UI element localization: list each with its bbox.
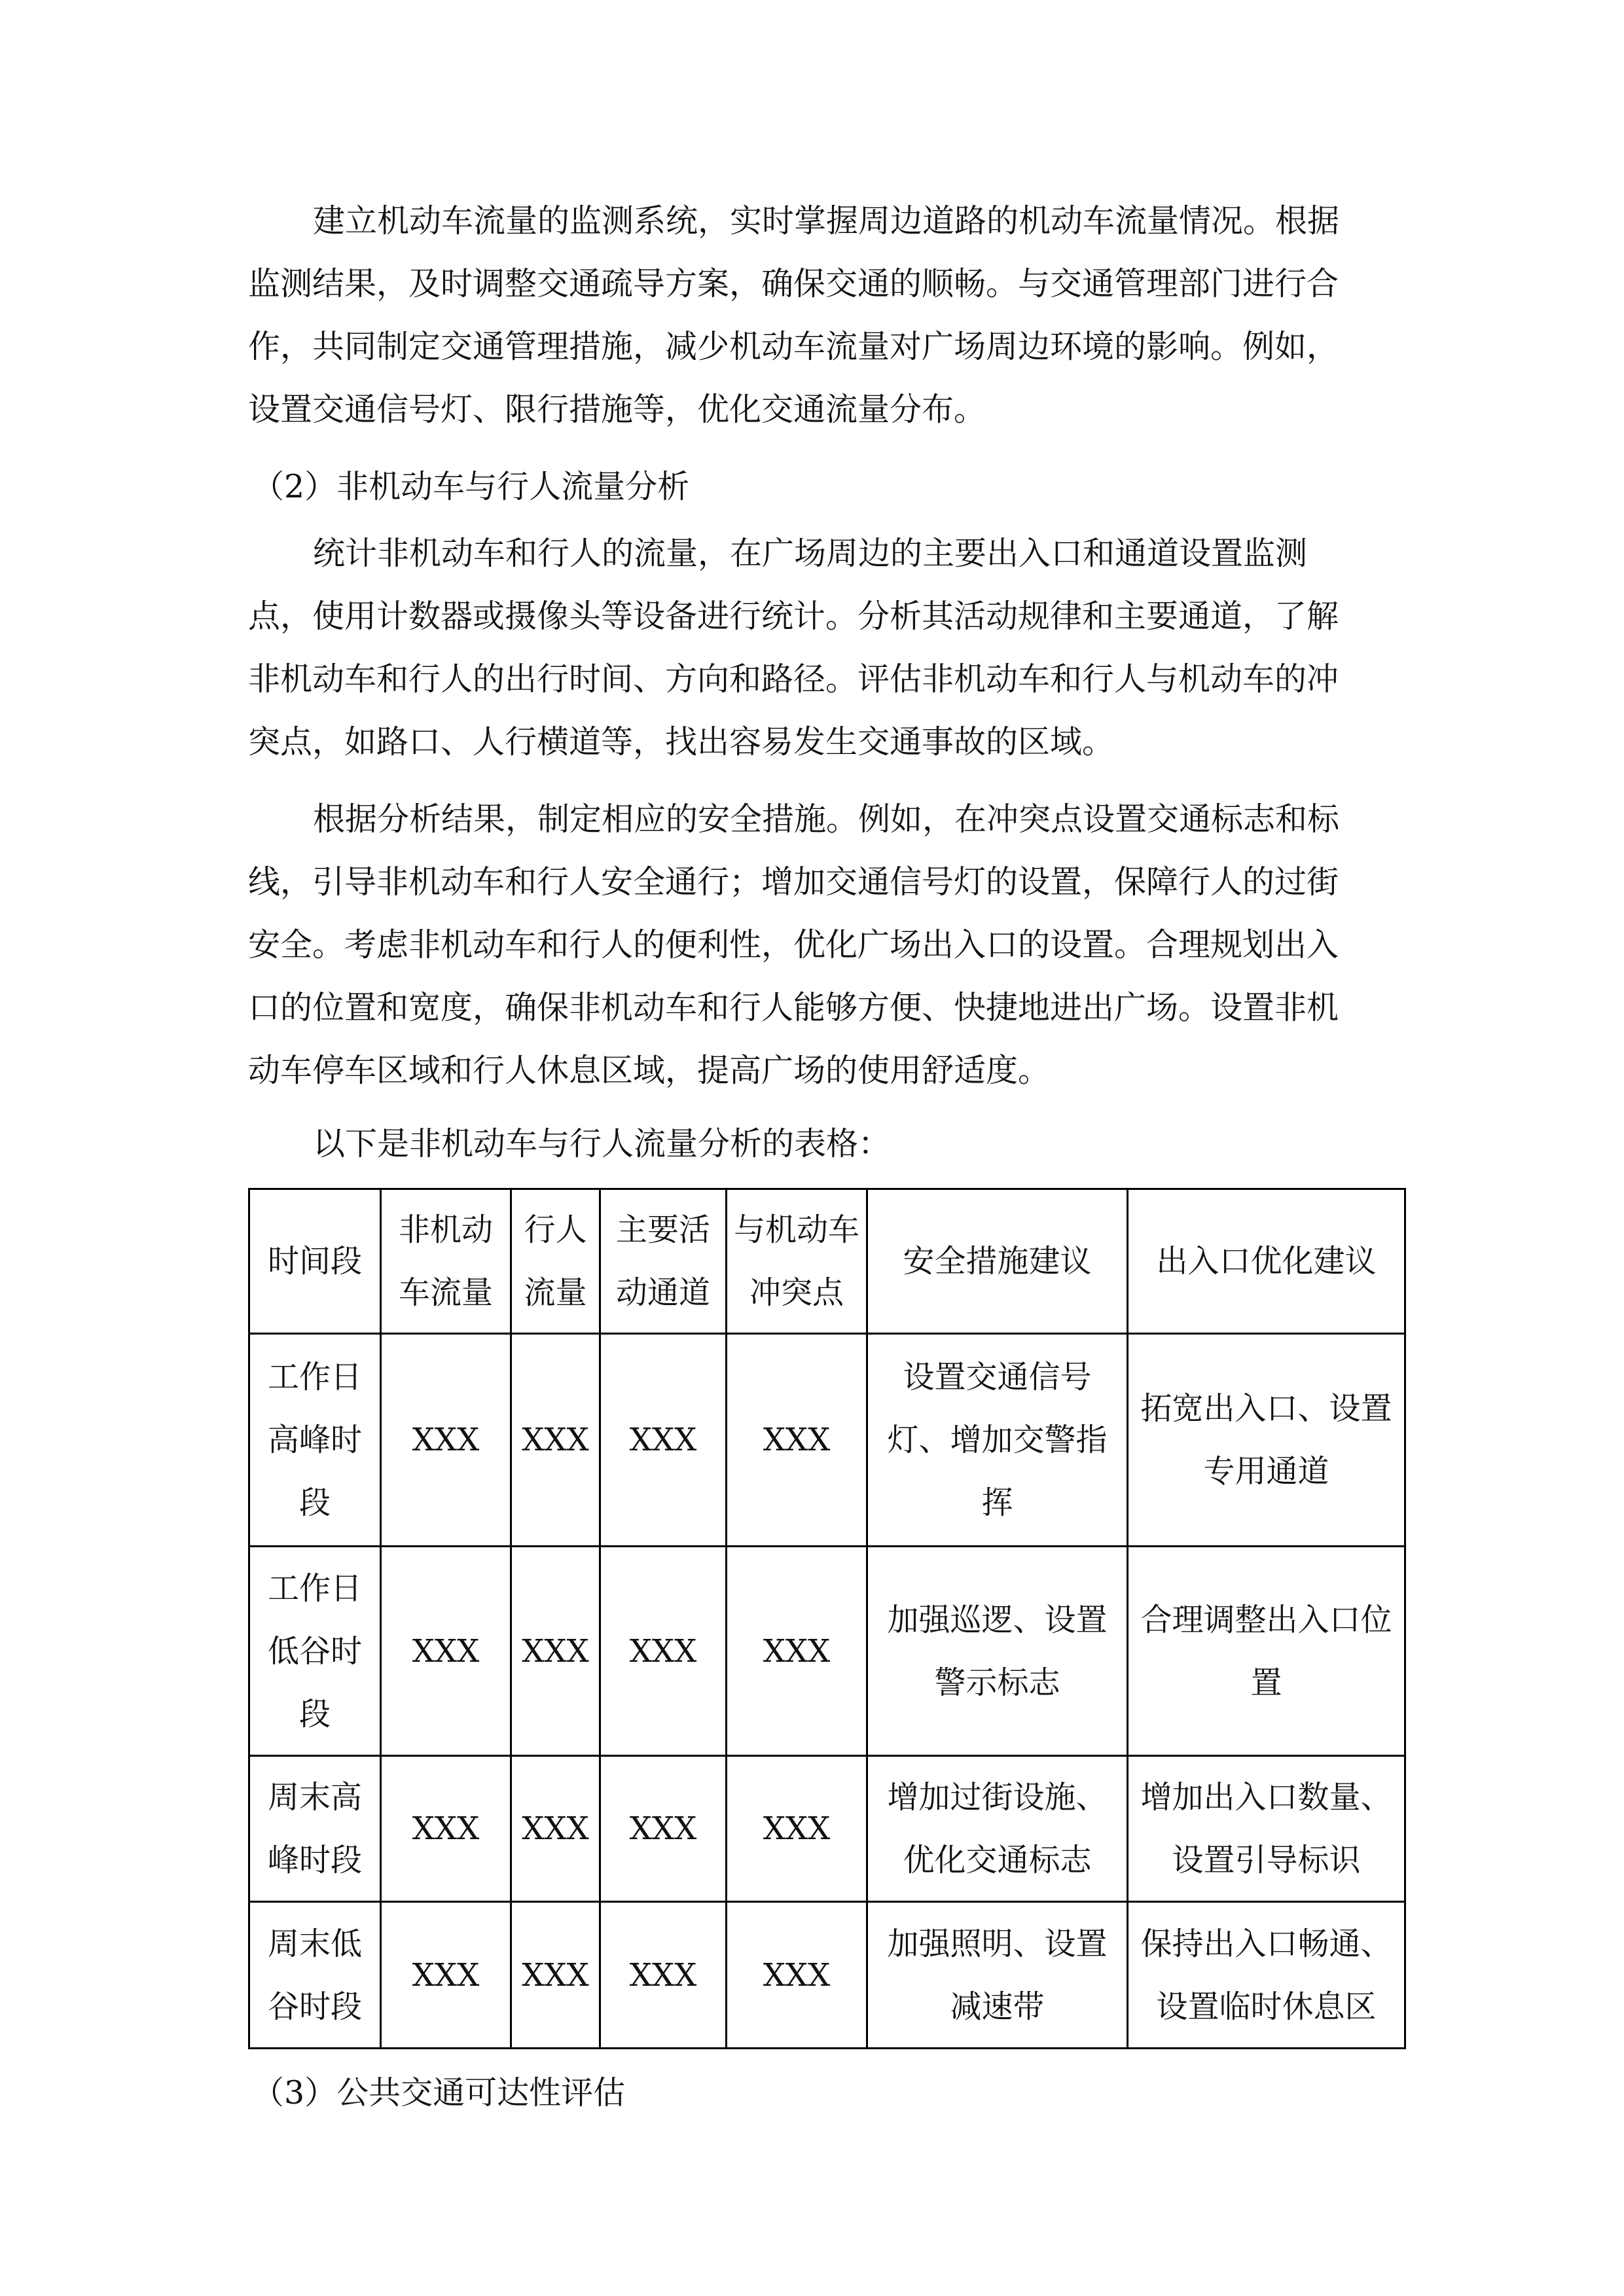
- table-header-row: [249, 1189, 1405, 1334]
- header-cell: 时间段: [249, 1189, 381, 1334]
- table-row: [249, 1334, 1405, 1547]
- table-row: [249, 1547, 1405, 1756]
- table-cell: 设置交通信号 灯、增加交警指 挥: [867, 1334, 1128, 1547]
- table-cell: XXX: [600, 1334, 727, 1547]
- table-cell: 加强照明、设置 减速带: [867, 1902, 1128, 2049]
- table-row: [249, 1902, 1405, 2049]
- text-line: 作，共同制定交通管理措施，减少机动车流量对广场周边环境的影响。例如，: [248, 328, 1339, 365]
- table-cell: XXX: [600, 1547, 727, 1756]
- text-line: 动车停车区域和行人休息区域，提高广场的使用舒适度。: [248, 1052, 1051, 1089]
- table-cell: 拓宽出入口、设置 专用通道: [1128, 1334, 1405, 1547]
- table-cell: XXX: [381, 1902, 511, 2049]
- header-cell: 出入口优化建议: [1128, 1189, 1405, 1334]
- paragraph-traffic-monitoring: [248, 190, 1390, 441]
- header-cell: 行人 流量: [511, 1189, 600, 1334]
- text-line: 口的位置和宽度，确保非机动车和行人能够方便、快捷地进出广场。设置非机: [248, 989, 1339, 1026]
- section-heading-3: （3）公共交通可达性评估: [252, 2074, 626, 2111]
- table-cell: XXX: [600, 1756, 727, 1902]
- header-cell: 非机动 车流量: [381, 1189, 511, 1334]
- table-cell: 工作日 高峰时 段: [249, 1334, 381, 1547]
- text-line: 设置交通信号灯、限行措施等，优化交通流量分布。: [248, 391, 986, 428]
- table-cell: XXX: [600, 1902, 727, 2049]
- text-line: 根据分析结果，制定相应的安全措施。例如，在冲突点设置交通标志和标: [313, 800, 1340, 838]
- text-line: 非机动车和行人的出行时间、方向和路径。评估非机动车和行人与机动车的冲: [248, 660, 1339, 698]
- paragraph-flow-statistics: [248, 522, 1390, 774]
- table-cell: XXX: [727, 1756, 867, 1902]
- table-cell: 周末高 峰时段: [249, 1756, 381, 1902]
- table-cell: XXX: [381, 1547, 511, 1756]
- table-cell: XXX: [511, 1756, 600, 1902]
- table-cell: XXX: [727, 1334, 867, 1547]
- table-intro: 以下是非机动车与行人流量分析的表格：: [313, 1125, 891, 1162]
- header-cell: 与机动车 冲突点: [727, 1189, 867, 1334]
- table-cell: XXX: [381, 1756, 511, 1902]
- table-cell: 增加出入口数量、 设置引导标识: [1128, 1756, 1405, 1902]
- table-cell: 增加过街设施、 优化交通标志: [867, 1756, 1128, 1902]
- table-row: [249, 1756, 1405, 1902]
- text-line: 建立机动车流量的监测系统，实时掌握周边道路的机动车流量情况。根据: [313, 202, 1340, 240]
- header-cell: 安全措施建议: [867, 1189, 1128, 1334]
- text-line: 线，引导非机动车和行人安全通行；增加交通信号灯的设置，保障行人的过街: [248, 863, 1339, 901]
- table-cell: 工作日 低谷时 段: [249, 1547, 381, 1756]
- section-heading-2: （2）非机动车与行人流量分析: [252, 468, 690, 505]
- table-cell: 保持出入口畅通、 设置临时休息区: [1128, 1902, 1405, 2049]
- table-intro-wrap: [248, 1113, 1390, 1175]
- table-cell: XXX: [727, 1547, 867, 1756]
- flow-analysis-table: [248, 1188, 1406, 2049]
- table-cell: XXX: [511, 1902, 600, 2049]
- table-cell: XXX: [727, 1902, 867, 2049]
- text-line: 突点，如路口、人行横道等，找出容易发生交通事故的区域。: [248, 723, 1115, 761]
- text-line: 点，使用计数器或摄像头等设备进行统计。分析其活动规律和主要通道，了解: [248, 598, 1339, 635]
- table-cell: 周末低 谷时段: [249, 1902, 381, 2049]
- table-cell: XXX: [511, 1547, 600, 1756]
- table-cell: XXX: [381, 1334, 511, 1547]
- text-line: 监测结果，及时调整交通疏导方案，确保交通的顺畅。与交通管理部门进行合: [248, 265, 1339, 302]
- header-cell: 主要活 动通道: [600, 1189, 727, 1334]
- table-cell: 合理调整出入口位 置: [1128, 1547, 1405, 1756]
- text-line: 统计非机动车和行人的流量，在广场周边的主要出入口和通道设置监测: [313, 535, 1308, 572]
- table-cell: 加强巡逻、设置 警示标志: [867, 1547, 1128, 1756]
- text-line: 安全。考虑非机动车和行人的便利性，优化广场出入口的设置。合理规划出入: [248, 926, 1339, 963]
- table-cell: XXX: [511, 1334, 600, 1547]
- paragraph-safety-measures: [248, 788, 1390, 1102]
